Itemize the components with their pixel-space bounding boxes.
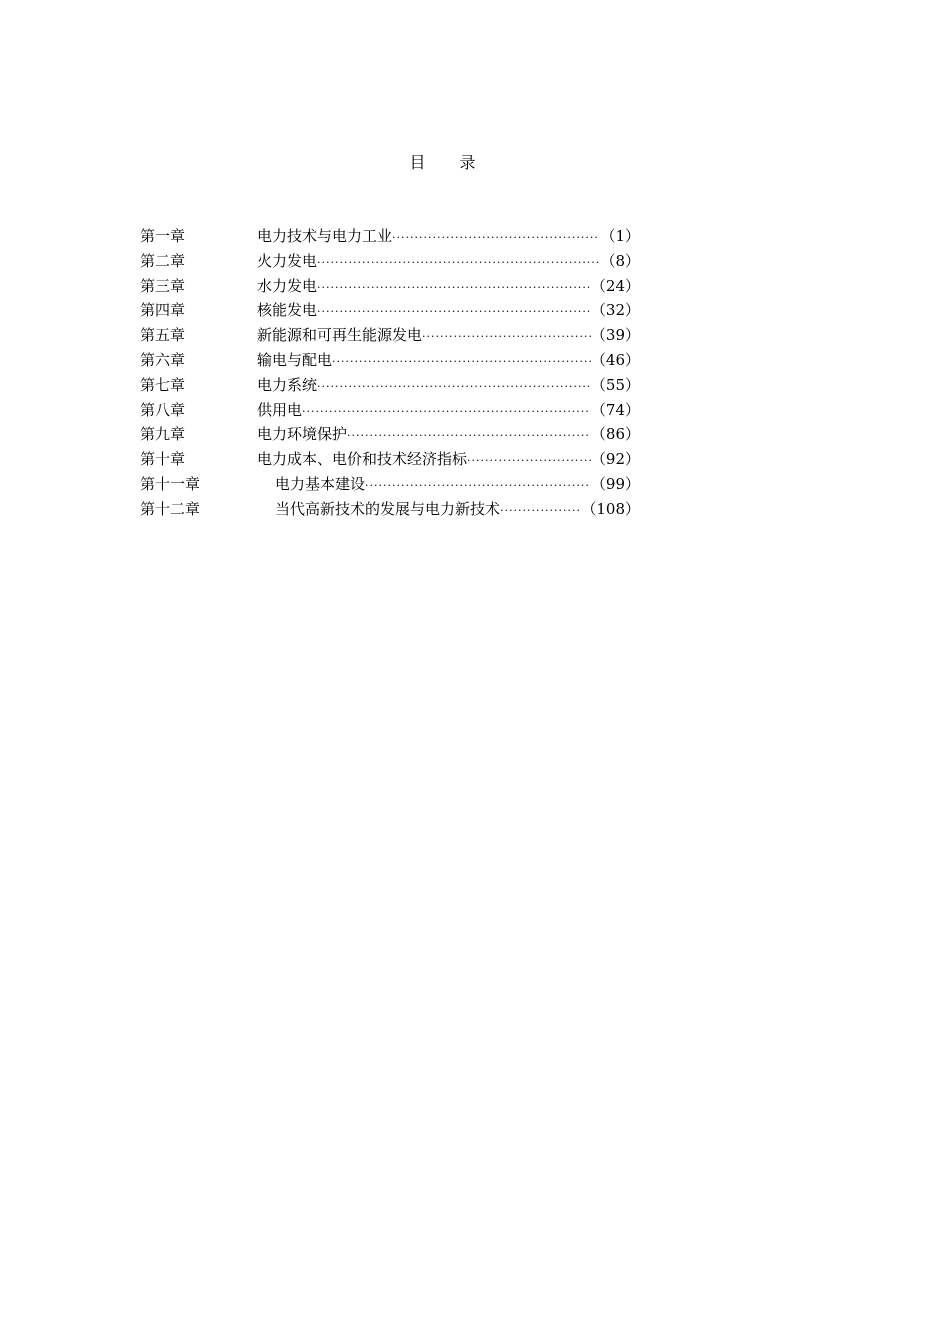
dot-leader — [317, 300, 591, 325]
toc-page-number: （74） — [590, 400, 640, 419]
toc-chapter-number: 第七章 — [140, 375, 186, 394]
toc-page-number: （108） — [581, 499, 640, 518]
toc-page-number: （32） — [590, 301, 640, 320]
toc-entry[interactable] — [140, 373, 640, 398]
toc-entry[interactable] — [140, 348, 640, 373]
toc-chapter-number: 第四章 — [140, 301, 186, 320]
dot-leader — [317, 251, 600, 276]
toc-heading-char-2: 录 — [459, 153, 476, 172]
toc-page-number: （8） — [600, 251, 640, 270]
toc-page-number: （24） — [590, 276, 640, 295]
toc-page-number: （92） — [590, 450, 640, 469]
toc-page-number: （1） — [600, 227, 640, 245]
toc-chapter-number: 第十二章 — [140, 499, 201, 518]
toc-chapter-number: 第十一章 — [140, 474, 201, 493]
toc-heading-char-1: 目 — [409, 153, 426, 172]
toc-list — [140, 224, 640, 522]
toc-page-number: （86） — [590, 425, 640, 444]
toc-chapter-number: 第二章 — [140, 251, 186, 270]
toc-chapter-title: 电力技术与电力工业 — [257, 227, 393, 245]
toc-chapter-number: 第三章 — [140, 276, 186, 295]
toc-chapter-title: 电力环境保护 — [257, 425, 348, 444]
dot-leader — [365, 474, 591, 499]
toc-chapter-title: 输电与配电 — [257, 350, 333, 369]
dot-leader — [347, 424, 591, 449]
toc-entry[interactable] — [140, 398, 640, 423]
toc-chapter-number: 第十章 — [140, 450, 186, 469]
toc-chapter-number: 第五章 — [140, 326, 186, 345]
dot-leader — [332, 350, 591, 375]
toc-page-number: （99） — [590, 474, 640, 493]
dot-leader — [422, 325, 591, 350]
dot-leader — [500, 499, 581, 524]
toc-entry[interactable] — [140, 422, 640, 447]
toc-chapter-number: 第八章 — [140, 400, 186, 419]
toc-entry[interactable] — [140, 224, 640, 249]
toc-chapter-number: 第九章 — [140, 425, 186, 444]
toc-chapter-number: 第六章 — [140, 350, 186, 369]
toc-entry[interactable] — [140, 298, 640, 323]
toc-chapter-title: 核能发电 — [257, 301, 318, 320]
dot-leader — [392, 226, 600, 251]
toc-page-number: （55） — [590, 375, 640, 394]
toc-chapter-number: 第一章 — [140, 227, 186, 245]
toc-entry[interactable] — [140, 249, 640, 274]
toc-entry[interactable] — [140, 472, 640, 497]
dot-leader — [317, 276, 591, 301]
toc-chapter-title: 新能源和可再生能源发电 — [257, 326, 423, 345]
toc-page-number: （39） — [590, 326, 640, 345]
toc-chapter-title: 电力成本、电价和技术经济指标 — [257, 450, 468, 469]
toc-chapter-title: 电力基本建设 — [275, 474, 366, 493]
toc-entry[interactable] — [140, 323, 640, 348]
toc-chapter-title: 水力发电 — [257, 276, 318, 295]
toc-entry[interactable] — [140, 274, 640, 299]
toc-chapter-title: 供用电 — [257, 400, 303, 419]
toc-chapter-title: 当代高新技术的发展与电力新技术 — [275, 499, 501, 518]
toc-heading — [0, 150, 885, 173]
toc-page-number: （46） — [590, 350, 640, 369]
toc-chapter-title: 火力发电 — [257, 251, 318, 270]
dot-leader — [317, 375, 591, 400]
dot-leader — [467, 449, 591, 474]
dot-leader — [302, 400, 591, 425]
toc-entry[interactable] — [140, 497, 640, 522]
toc-entry[interactable] — [140, 447, 640, 472]
toc-chapter-title: 电力系统 — [257, 375, 318, 394]
